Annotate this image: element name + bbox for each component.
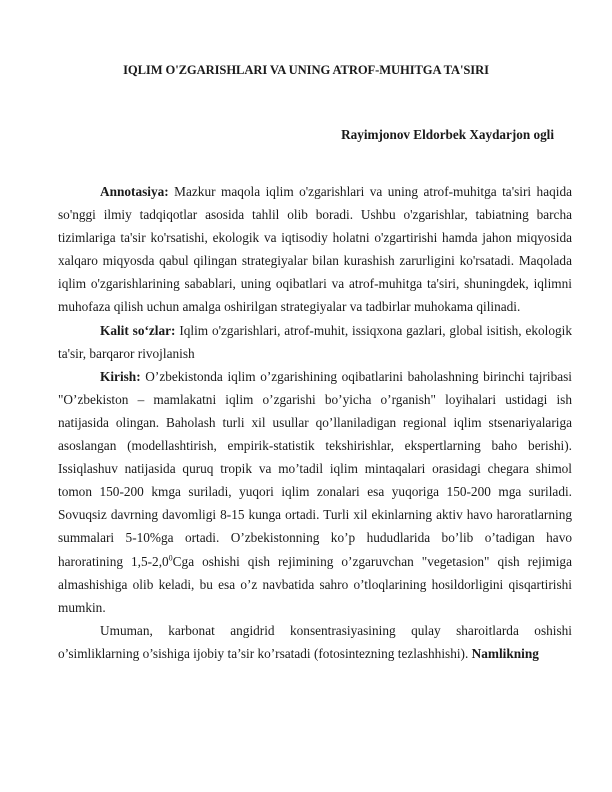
intro-text-2: Cga oshishi qish rejimining o’zgaruvchan "vegetasion" qish rejimiga almashishiga olib keladi, bu esa o’z navbatida sahro o’tloqlarining hosildorligini qisqartirishi mumkin. — [58, 553, 572, 615]
paper-title: IQLIM O'ZGARISHLARI VA UNING ATROF-MUHITGA TA'SIRI — [123, 63, 489, 77]
keywords-text: Iqlim o'zgarishlari, atrof-muhit, issiqxona gazlari, global isitish, ekologik ta'sir, barqaror rivojlanish — [58, 322, 572, 361]
abstract-label: Annotasiya: — [100, 184, 169, 199]
abstract-text: Mazkur maqola iqlim o'zgarishlari va uning atrof-muhitga ta'siri haqida so'nggi ilmiy tadqiqotlar asosida tahlil olib boradi. Ushbu o'zgarishlar, tabiatning barcha tizimlariga ta'sir ko'rsatishi, ekologik va iqtisodiy holatni o'zgartirishi hamda jahon miqyosida xalqaro miqyosda qabul qilingan strategiyalar bilan kurashish zarurligini ko'rsatadi. Maqolada iqlim o'zgarishlarining sabablari, uning oqibatlari va atrof-muhitga ta'siri, shuningdek, iqlimni muhofaza qilish uchun amalga oshirilgan strategiyalar va tadbirlar muhokama qilinadi. — [58, 184, 572, 315]
para2-bold-text: Namlikning — [471, 645, 539, 661]
intro-text-1: O’zbekistonda iqlim o’zgarishining oqibatlarini baholashning birinchi tajribasi "O’zbekiston – mamlakatni iqlim o’zgarishi bo’yicha o’rganish" loyihalari ustidagi ish natijasida olingan. Baholash turli xil usullar qo’llaniladigan regional iqlim stsenariyalariga asoslangan (modellashtirish, empirik-statistik tekshirishlar, ekspertlarning baho berishi). Issiqlashuv natijasida quruq tropik va mo’tadil iqlim mintaqalari orasidagi chegara shimol tomon 150-200 kmga suriladi, yuqori iqlim zonalari esa yuqoriga 150-200 mga suriladi. Sovuqsiz davrning davomligi 8-15 kunga ortadi. Turli xil ekinlarning aktiv havo haroratlarning summalari 5-10%ga ortadi. O’zbekistonning ko’p hududlarida bo’lib o’tadigan havo haroratining 1,5-2,0 — [58, 368, 572, 569]
paper-body — [58, 180, 572, 665]
intro-label: Kirish: — [100, 368, 141, 384]
abstract-paragraph — [58, 180, 572, 319]
second-paragraph — [58, 619, 572, 665]
para2-text: Umuman, karbonat angidrid konsentrasiyasining qulay sharoitlarda oshishi o’simliklarning o’sishiga ijobiy ta’sir ko’rsatadi (fotosintezning tezlashhishi). — [58, 622, 572, 661]
intro-paragraph — [58, 365, 572, 619]
author-name: Rayimjonov Eldorbek Xaydarjon ogli — [341, 127, 554, 142]
keywords-paragraph — [58, 319, 572, 365]
degree-superscript: 0 — [168, 553, 173, 563]
keywords-label: Kalit so‘zlar: — [100, 322, 176, 338]
